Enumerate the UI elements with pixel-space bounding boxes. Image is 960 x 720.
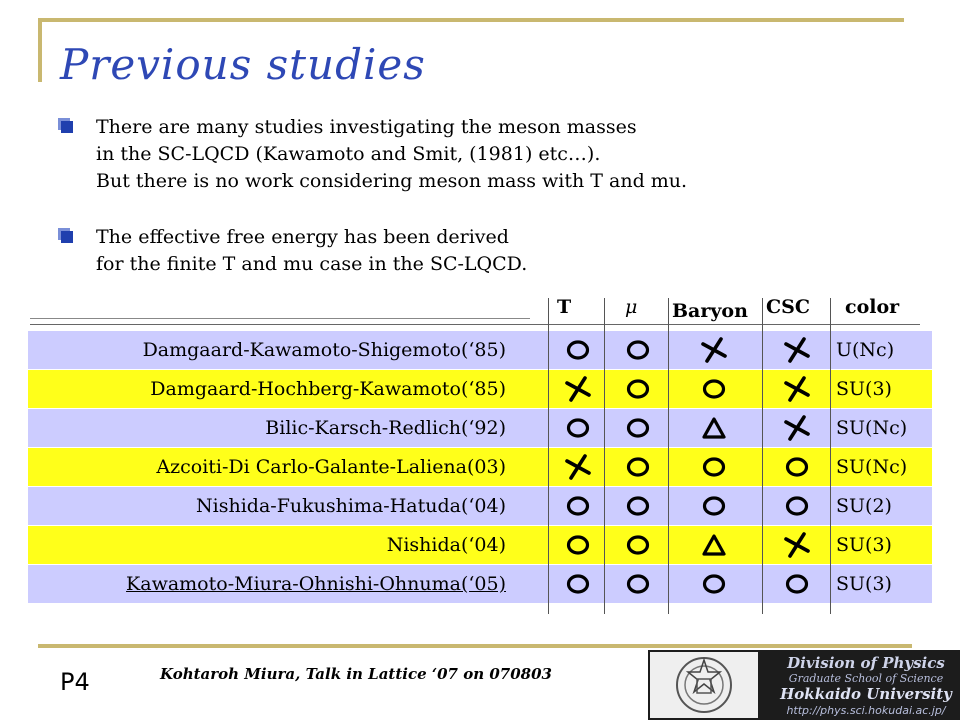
- header-color: color: [845, 296, 900, 318]
- bullet-1-text: [96, 114, 687, 195]
- slide-title: Previous studies: [60, 40, 426, 89]
- row-color-group: SU(3): [836, 573, 892, 595]
- circle-mark-icon: [624, 492, 652, 520]
- circle-mark-icon: [624, 453, 652, 481]
- header-mu: μ: [625, 296, 638, 318]
- circle-mark-icon: [700, 492, 728, 520]
- cross-mark-icon: [700, 336, 728, 364]
- frame-top-line: [38, 18, 904, 22]
- row-study-name: Damgaard-Hochberg-Kawamoto(‘85): [150, 378, 506, 400]
- bullet-2-line-2: for the finite T and mu case in the SC-LQCD.: [96, 253, 528, 275]
- row-color-group: SU(Nc): [836, 417, 908, 439]
- circle-mark-icon: [564, 570, 592, 598]
- circle-mark-icon: [783, 492, 811, 520]
- logo-line-4[interactable]: http://phys.sci.hokudai.ac.jp/: [786, 704, 946, 717]
- column-divider: [668, 298, 669, 614]
- table-header-rule: [30, 324, 920, 325]
- row-color-group: SU(Nc): [836, 456, 908, 478]
- circle-mark-icon: [624, 375, 652, 403]
- row-study-name: Azcoiti-Di Carlo-Galante-Laliena(03): [156, 456, 506, 478]
- column-divider: [548, 298, 549, 614]
- row-study-name: Nishida(‘04): [386, 534, 506, 556]
- triangle-mark-icon: [700, 414, 728, 442]
- column-divider: [762, 298, 763, 614]
- bullet-marker: [58, 228, 74, 244]
- frame-left-line: [38, 18, 42, 82]
- cross-mark-icon: [564, 453, 592, 481]
- bullet-marker: [58, 118, 74, 134]
- footer-citation: Kohtaroh Miura, Talk in Lattice ‘07 on 070803: [160, 665, 552, 683]
- circle-mark-icon: [700, 453, 728, 481]
- row-color-group: SU(3): [836, 378, 892, 400]
- circle-mark-icon: [564, 414, 592, 442]
- row-study-name: Kawamoto-Miura-Ohnishi-Ohnuma(‘05): [126, 573, 506, 595]
- cross-mark-icon: [783, 531, 811, 559]
- circle-mark-icon: [624, 531, 652, 559]
- row-study-name: Bilic-Karsch-Redlich(‘92): [265, 417, 506, 439]
- logo-line-3: Hokkaido University: [780, 685, 952, 703]
- cross-mark-icon: [783, 375, 811, 403]
- bullet-2-text: [96, 224, 527, 278]
- circle-mark-icon: [700, 375, 728, 403]
- frame-bottom-line: [38, 644, 912, 648]
- header-t: T: [557, 296, 572, 318]
- circle-mark-icon: [783, 453, 811, 481]
- column-divider: [604, 298, 605, 614]
- page-number: P4: [60, 668, 90, 696]
- column-divider: [830, 298, 831, 614]
- circle-mark-icon: [700, 570, 728, 598]
- circle-mark-icon: [624, 336, 652, 364]
- row-study-name: Damgaard-Kawamoto-Shigemoto(‘85): [142, 339, 506, 361]
- header-csc: CSC: [766, 296, 810, 318]
- circle-mark-icon: [564, 492, 592, 520]
- cross-mark-icon: [783, 336, 811, 364]
- row-study-name: Nishida-Fukushima-Hatuda(‘04): [196, 495, 506, 517]
- row-color-group: SU(2): [836, 495, 892, 517]
- hokkaido-university-logo: [648, 650, 960, 720]
- logo-line-1: Division of Physics: [787, 654, 945, 672]
- header-baryon: Baryon: [672, 300, 748, 322]
- circle-mark-icon: [624, 570, 652, 598]
- bullet-1-line-3: But there is no work considering meson mass with T and mu.: [96, 170, 688, 192]
- row-color-group: SU(3): [836, 534, 892, 556]
- table-top-rule: [30, 318, 530, 319]
- circle-mark-icon: [783, 570, 811, 598]
- logo-line-2: Graduate School of Science: [788, 672, 944, 685]
- cross-mark-icon: [564, 375, 592, 403]
- cross-mark-icon: [783, 414, 811, 442]
- circle-mark-icon: [564, 336, 592, 364]
- row-color-group: U(Nc): [836, 339, 895, 361]
- circle-mark-icon: [624, 414, 652, 442]
- circle-mark-icon: [564, 531, 592, 559]
- bullet-2-line-1: The effective free energy has been derived: [96, 226, 509, 248]
- bullet-1-line-1: There are many studies investigating the meson masses: [96, 116, 637, 138]
- bullet-1-line-2: in the SC-LQCD (Kawamoto and Smit, (1981) etc…).: [96, 143, 601, 165]
- triangle-mark-icon: [700, 531, 728, 559]
- university-emblem-icon: [650, 652, 758, 718]
